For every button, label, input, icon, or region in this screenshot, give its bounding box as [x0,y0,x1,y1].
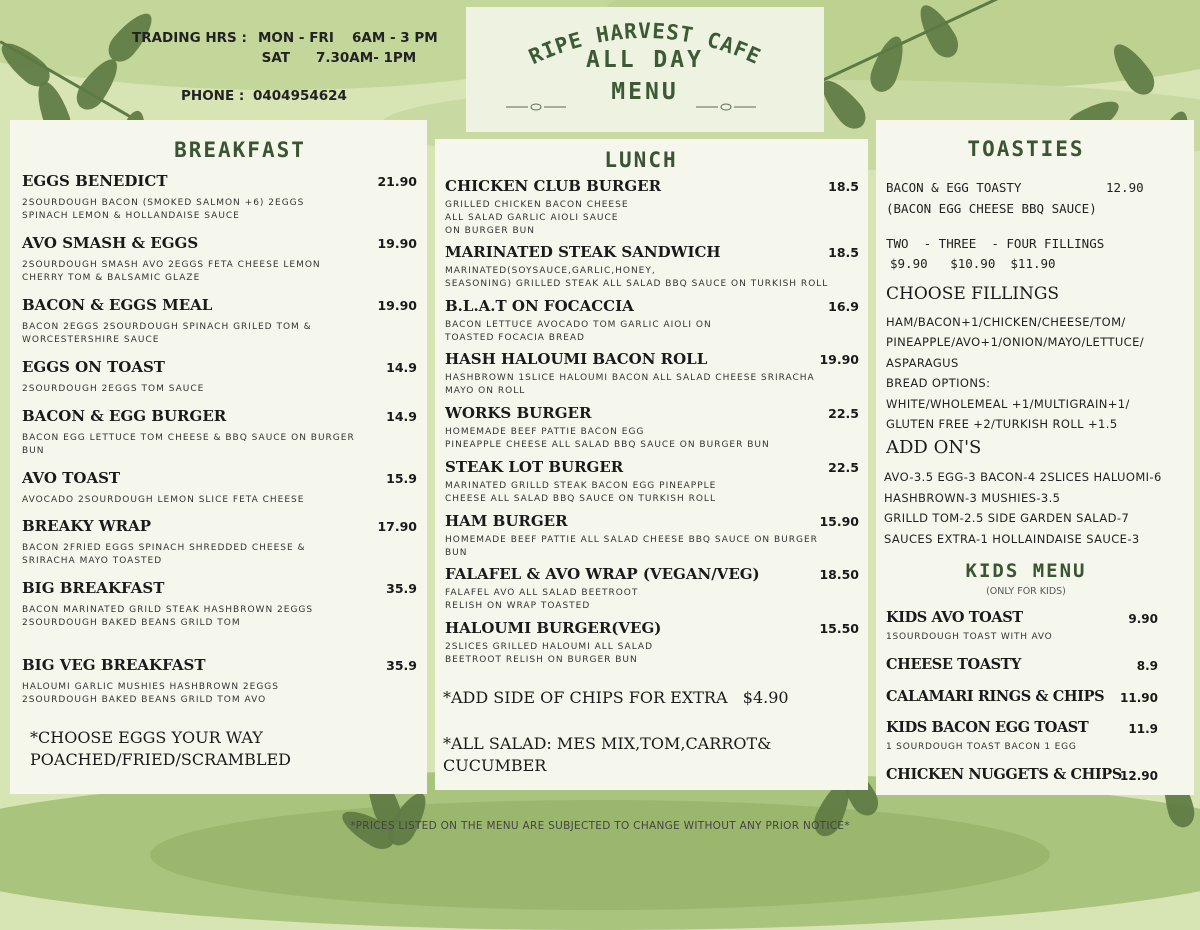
item-description: AVOCADO 2SOURDOUGH LEMON SLICE FETA CHEESE [22,495,305,505]
menu-item [445,350,859,398]
lunch-panel [435,139,868,790]
background-wave-bottom-dark [150,800,1050,910]
item-name: CHICKEN NUGGETS & CHIPS [886,766,1122,783]
menu-item [22,296,417,347]
menu-item [445,404,859,452]
item-name: AVO TOAST [22,469,121,487]
add-ons-line: GRILLD TOM-2.5 SIDE GARDEN SALAD-7 [884,511,1130,525]
kids-menu-item [886,609,1158,644]
item-price: 21.90 [377,174,417,189]
kids-menu-item [886,656,1158,673]
kids-menu-subtitle: (ONLY FOR KIDS) [986,586,1066,597]
breakfast-title: BREAKFAST [174,138,306,162]
item-name: EGGS ON TOAST [22,358,165,376]
item-price: 14.9 [386,409,417,424]
menu-item [22,579,417,630]
item-price: 35.9 [386,658,417,673]
menu-item [445,512,859,560]
item-price: 9.90 [1128,612,1158,626]
item-name: BIG VEG BREAKFAST [22,656,206,674]
item-name: CHICKEN CLUB BURGER [445,177,662,195]
item-description: GRILLED CHICKEN BACON CHEESE ALL SALAD GARLIC AIOLI SAUCE ON BURGER BUN [445,200,629,236]
item-price: 11.90 [1120,691,1158,705]
salad-note: *ALL SALAD: MES MIX,TOM,CARROT& CUCUMBER [443,734,772,775]
menu-item [22,234,417,285]
item-description: 2SOURDOUGH 2EGGS TOM SAUCE [22,384,205,394]
item-price: 19.90 [819,352,859,367]
item-price: 22.5 [828,406,859,421]
saturday-time: 7.30AM- 1PM [316,50,417,66]
item-price: 17.90 [377,519,417,534]
item-name: WORKS BURGER [445,404,592,422]
menu-item [22,517,417,568]
add-ons-heading: ADD ON'S [886,437,982,458]
item-name: BACON & EGGS MEAL [22,296,213,314]
title-menu: MENU [611,79,679,105]
item-price: 19.90 [377,236,417,251]
menu-item [445,177,859,238]
item-price: 8.9 [1136,659,1158,673]
item-price: 18.50 [819,567,859,582]
phone-number: 0404954624 [253,88,347,104]
item-description: BACON MARINATED GRILD STEAK HASHBROWN 2EGGS 2SOURDOUGH BAKED BEANS GRILD TOM [22,605,314,628]
trading-hours-label: TRADING HRS : [132,30,247,46]
item-description: 2SOURDOUGH BACON (SMOKED SALMON +6) 2EGGS SPINACH LEMON & HOLLANDAISE SAUCE [22,198,305,221]
phone-label: PHONE : [181,88,245,104]
item-name: HAM BURGER [445,512,568,530]
lunch-title: LUNCH [604,148,678,172]
weekday-time: 6AM - 3 PM [352,30,438,46]
saturday-days: SAT [261,50,290,66]
item-name: B.L.A.T ON FOCACCIA [445,297,634,315]
item-description: MARINATED GRILLD STEAK BACON EGG PINEAPPLE CHEESE ALL SALAD BBQ SAUCE ON TURKISH ROLL [445,481,717,504]
trading-hours-saturday [132,48,438,68]
item-price: 16.9 [828,299,859,314]
menu-item [445,297,859,345]
bacon-egg-toasty-desc: (BACON EGG CHEESE BBQ SAUCE) [886,201,1097,216]
item-name: HALOUMI BURGER(VEG) [445,619,662,637]
item-name: AVO SMASH & EGGS [22,234,199,252]
add-ons-line: AVO-3.5 EGG-3 BACON-4 2SLICES HALUOMI-6 [884,470,1162,484]
bacon-egg-toasty-name: BACON & EGG TOASTY [886,180,1022,195]
kids-menu-title: KIDS MENU [965,560,1087,582]
item-price: 35.9 [386,581,417,596]
bread-options-label: BREAD OPTIONS: [886,376,991,390]
menu-item [445,619,859,667]
item-name: KIDS AVO TOAST [886,609,1023,626]
menu-item [22,358,417,396]
menu-item [22,172,417,223]
item-price: 14.9 [386,360,417,375]
fillings-line: HAM/BACON+1/CHICKEN/CHEESE/TOM/ [886,315,1126,329]
menu-item [22,407,417,458]
weekday-days: MON - FRI [258,30,334,46]
item-name: EGGS BENEDICT [22,172,168,190]
menu-item [445,565,859,613]
item-price: 15.50 [819,621,859,636]
add-ons-line: HASHBROWN-3 MUSHIES-3.5 [884,491,1061,505]
toasties-title: TOASTIES [967,137,1085,161]
menu-item [22,656,417,707]
kids-menu-item [886,688,1158,705]
item-description: HASHBROWN 1SLICE HALOUMI BACON ALL SALAD CHEESE SRIRACHA MAYO ON ROLL [445,373,815,396]
kids-menu-item [886,719,1158,754]
breakfast-panel [10,120,427,794]
item-name: BREAKY WRAP [22,517,152,535]
fillings-line: ASPARAGUS [886,356,959,370]
item-description: BACON LETTUCE AVOCADO TOM GARLIC AIOLI ON TOASTED FOCACIA BREAD [445,320,712,343]
item-price: 15.90 [819,514,859,529]
eggs-note: *CHOOSE EGGS YOUR WAY POACHED/FRIED/SCRAMBLED [30,728,291,769]
item-name: FALAFEL & AVO WRAP (VEGAN/VEG) [445,565,760,583]
price-disclaimer: *PRICES LISTED ON THE MENU ARE SUBJECTED TO CHANGE WITHOUT ANY PRIOR NOTICE* [350,820,850,832]
choose-fillings-heading: CHOOSE FILLINGS [886,284,1060,304]
item-price: 18.5 [828,179,859,194]
item-description: FALAFEL AVO ALL SALAD BEETROOT RELISH ON WRAP TOASTED [445,588,639,611]
add-ons-line: SAUCES EXTRA-1 HOLLAINDAISE SAUCE-3 [884,532,1140,546]
bacon-egg-toasty-price: 12.90 [1106,180,1144,195]
bread-line: GLUTEN FREE +2/TURKISH ROLL +1.5 [886,417,1118,431]
menu-item [445,243,859,291]
item-description: MARINATED(SOYSAUCE,GARLIC,HONEY, SEASONING) GRILLED STEAK ALL SALAD BBQ SAUCE ON TURKISH ROLL [445,266,829,289]
item-price: 12.90 [1120,769,1158,783]
title-all-day: ALL DAY [586,47,704,73]
trading-hours-weekday [132,28,438,48]
item-description: HOMEMADE BEEF PATTIE BACON EGG PINEAPPLE CHEESE ALL SALAD BBQ SAUCE ON BURGER BUN [445,427,770,450]
item-name: MARINATED STEAK SANDWICH [445,243,721,261]
item-name: CHEESE TOASTY [886,656,1021,673]
item-price: 22.5 [828,460,859,475]
item-name: HASH HALOUMI BACON ROLL [445,350,708,368]
item-name: BACON & EGG BURGER [22,407,227,425]
menu-item [22,469,417,507]
item-name: STEAK LOT BURGER [445,458,624,476]
item-description: 2SLICES GRILLED HALOUMI ALL SALAD BEETROOT RELISH ON BURGER BUN [445,642,653,665]
item-price: 18.5 [828,245,859,260]
item-name: CALAMARI RINGS & CHIPS [886,688,1105,705]
item-description: HALOUMI GARLIC MUSHIES HASHBROWN 2EGGS 2SOURDOUGH BAKED BEANS GRILD TOM AVO [22,682,279,705]
item-description: HOMEMADE BEEF PATTIE ALL SALAD CHEESE BBQ SAUCE ON BURGER BUN [445,535,818,558]
fillings-options: TWO - THREE - FOUR FILLINGS [886,236,1105,251]
fillings-line: PINEAPPLE/AVO+1/ONION/MAYO/LETTUCE/ [886,335,1145,349]
item-description: BACON EGG LETTUCE TOM CHEESE & BBQ SAUCE ON BURGER BUN [22,433,355,456]
item-price: 19.90 [377,298,417,313]
cafe-name: RIPE HARVEST CAFE [525,19,765,70]
item-name: KIDS BACON EGG TOAST [886,719,1089,736]
item-description: 2SOURDOUGH SMASH AVO 2EGGS FETA CHEESE LEMON CHERRY TOM & BALSAMIC GLAZE [22,260,321,283]
trading-hours [132,28,438,68]
item-price: 11.9 [1128,722,1158,736]
item-description: 1 SOURDOUGH TOAST BACON 1 EGG [886,742,1077,752]
chips-note: *ADD SIDE OF CHIPS FOR EXTRA $4.90 [443,688,789,707]
item-description: BACON 2EGGS 2SOURDOUGH SPINACH GRILED TOM & WORCESTERSHIRE SAUCE [22,322,312,345]
menu-item [445,458,859,506]
item-price: 15.9 [386,471,417,486]
title-card [466,7,824,132]
fillings-prices: $9.90 $10.90 $11.90 [890,256,1056,271]
item-description: 1SOURDOUGH TOAST WITH AVO [886,632,1053,642]
item-description: BACON 2FRIED EGGS SPINACH SHREDDED CHEESE & SRIRACHA MAYO TOASTED [22,543,306,566]
bread-line: WHITE/WHOLEMEAL +1/MULTIGRAIN+1/ [886,397,1130,411]
toasties-panel [876,120,1194,795]
kids-menu-item [886,766,1158,783]
phone-info [181,88,347,104]
item-name: BIG BREAKFAST [22,579,165,597]
